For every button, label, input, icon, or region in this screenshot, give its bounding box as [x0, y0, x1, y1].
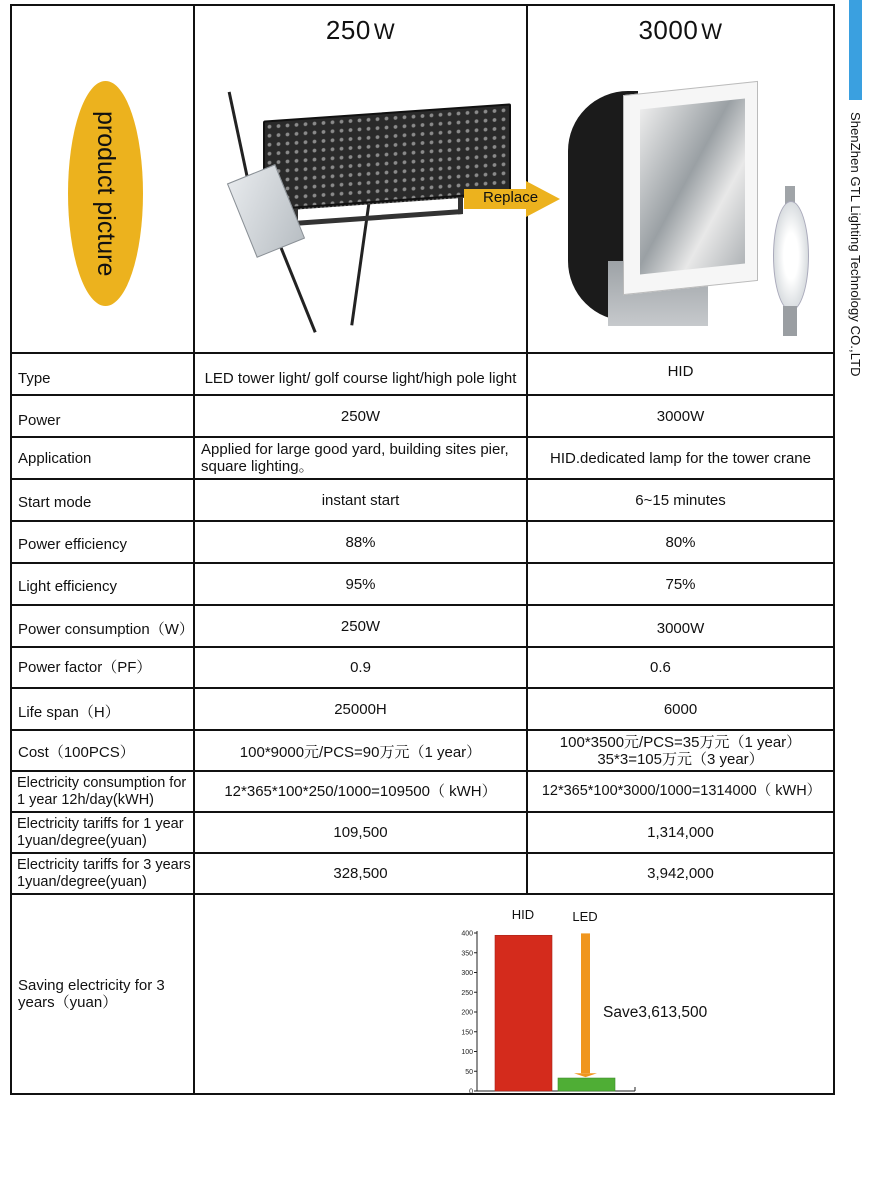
led-value: instant start [194, 479, 527, 521]
bar-hid [495, 935, 552, 1091]
row-label: Type [11, 353, 194, 395]
category-label-led: LED [572, 909, 598, 924]
y-tick-label: 300 [461, 970, 473, 977]
led-value: 12*365*100*250/1000=109500（ kWH） [194, 771, 527, 812]
hid-reflector-image [640, 98, 745, 274]
led-value: 88% [194, 521, 527, 563]
y-tick-label: 400 [461, 930, 473, 938]
saving-chart-cell [194, 894, 834, 1094]
y-tick-label: 0 [469, 1088, 473, 1093]
table-row [11, 771, 834, 812]
y-tick-label: 250 [461, 989, 473, 997]
hid-wattage-value: 3000 [638, 15, 699, 45]
hid-value: 12*365*100*3000/1000=1314000（ kWH） [527, 771, 834, 812]
row-label: Power consumption（W） [11, 605, 194, 647]
replace-arrow [464, 181, 560, 217]
row-label: Power factor（PF） [11, 647, 194, 688]
table-row [11, 647, 834, 688]
led-value: 95% [194, 563, 527, 605]
saving-label-line-1: Saving electricity for 3 [18, 977, 165, 994]
led-picture-cell [194, 5, 527, 353]
row-label-line-2: 1yuan/degree(yuan) [17, 832, 147, 849]
hid-value: 0.6 [527, 647, 834, 688]
led-value: 250W [194, 605, 527, 647]
hid-cost-line-2: 35*3=105万元（3 year） [597, 750, 764, 768]
led-value: 109,500 [194, 812, 527, 853]
row-label: Life span（H） [11, 688, 194, 730]
table-row [11, 812, 834, 853]
y-tick-label: 350 [461, 950, 473, 958]
bar-led [558, 1078, 615, 1091]
row-label-line-1: Electricity consumption for [17, 774, 187, 791]
led-wattage-title [195, 15, 526, 45]
arrow-down-icon [574, 1073, 597, 1077]
save-arrow-shaft [581, 933, 590, 1073]
product-picture-label-cell [11, 5, 194, 353]
saving-label-line-2: years（yuan） [18, 994, 118, 1011]
row-label: Light efficiency [11, 563, 194, 605]
hid-value: HID.dedicated lamp for the tower crane [527, 437, 834, 479]
y-tick-label: 200 [461, 1009, 473, 1017]
saving-row [11, 894, 834, 1094]
led-value: 250W [194, 395, 527, 437]
hid-bulb-image [773, 201, 809, 311]
hid-picture-cell [527, 5, 834, 353]
hid-value: 3000W [527, 395, 834, 437]
row-label: Power efficiency [11, 521, 194, 563]
led-value: 100*9000元/PCS=90万元（1 year） [194, 730, 527, 771]
row-label [11, 853, 194, 894]
hid-value: 80% [527, 521, 834, 563]
table-row [11, 353, 834, 395]
table-row [11, 853, 834, 894]
hid-value: 75% [527, 563, 834, 605]
row-label [11, 771, 194, 812]
table-row [11, 688, 834, 730]
row-label [11, 812, 194, 853]
saving-bar-chart [195, 895, 833, 1093]
save-annotation: Save3,613,500 [603, 1004, 708, 1021]
row-label-line-2: 1yuan/degree(yuan) [17, 873, 147, 890]
led-cable [276, 239, 316, 333]
hid-wattage-title [528, 15, 833, 45]
row-label: Cost（100PCS） [11, 730, 194, 771]
hid-value [527, 730, 834, 771]
row-label: Start mode [11, 479, 194, 521]
hid-value: HID [527, 353, 834, 395]
row-label-line-1: Electricity tariffs for 1 year [17, 815, 184, 832]
led-value: LED tower light/ golf course light/high pole light [194, 353, 527, 395]
y-tick-label: 150 [461, 1029, 473, 1037]
y-tick-label: 100 [461, 1049, 473, 1056]
led-value: 0.9 [194, 647, 527, 688]
hid-value: 6000 [527, 688, 834, 730]
comparison-table [10, 4, 835, 1095]
hid-bulb-cap [783, 306, 797, 336]
led-value: 25000H [194, 688, 527, 730]
side-accent-bar [849, 0, 862, 100]
table-row [11, 730, 834, 771]
company-name: ShenZhen GTL Lighting Technology CO.,LTD [848, 112, 863, 377]
row-label: Power [11, 395, 194, 437]
row-label-line-2: 1 year 12h/day(kWH) [17, 791, 154, 808]
product-picture-label: product picture [92, 110, 120, 277]
table-row [11, 521, 834, 563]
row-label: Application [11, 437, 194, 479]
table-row [11, 479, 834, 521]
hid-value: 1,314,000 [527, 812, 834, 853]
table-row [11, 563, 834, 605]
y-tick-label: 50 [465, 1068, 473, 1076]
saving-label [11, 894, 194, 1094]
row-label-line-1: Electricity tariffs for 3 years [17, 856, 191, 873]
category-label-hid: HID [511, 907, 535, 922]
led-cable [228, 92, 250, 181]
product-picture-oval [68, 81, 143, 306]
hid-value: 3000W [527, 605, 834, 647]
hid-wattage-unit: W [701, 19, 723, 44]
table-row [11, 437, 834, 479]
hid-cost-line-1: 100*3500元/PCS=35万元（1 year） [559, 733, 802, 751]
led-wattage-unit: W [373, 19, 396, 44]
table-row [11, 605, 834, 647]
table-row [11, 395, 834, 437]
led-wattage-value: 250 [325, 15, 371, 45]
hid-value: 3,942,000 [527, 853, 834, 894]
product-picture-row [11, 5, 834, 353]
replace-label: Replace [483, 189, 539, 206]
led-value: 328,500 [194, 853, 527, 894]
hid-value: 6~15 minutes [527, 479, 834, 521]
led-value: Applied for large good yard, building sites pier, square lighting。 [194, 437, 527, 479]
